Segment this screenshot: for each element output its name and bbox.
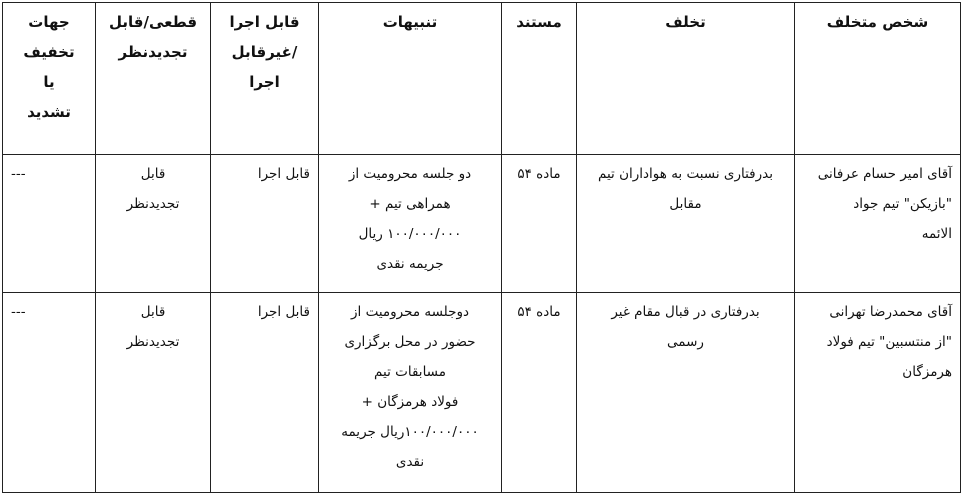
header-row — [3, 3, 961, 155]
header-enforceable: قابل اجرا /غیرقابل اجرا — [211, 3, 319, 155]
header-mitigation: جهات تخفیف یا تشدید — [3, 3, 96, 155]
violation-cell: بدرفتاری نسبت به هواداران تیم مقابل — [577, 155, 795, 293]
penalties-cell: دو جلسه محرومیت از همراهی تیم + ۱۰۰/۰۰۰/۰۰۰ ریال جریمه نقدی — [319, 155, 502, 293]
violation-cell: بدرفتاری در قبال مقام غیر رسمی — [577, 293, 795, 493]
basis-cell: ماده ۵۴ — [502, 293, 577, 493]
header-violation: تخلف — [577, 3, 795, 155]
final-reviewable-cell: قابل تجدیدنظر — [96, 155, 211, 293]
table-row — [3, 293, 961, 493]
offender-cell: آقای محمدرضا تهرانی "از منتسبین" تیم فولاد هرمزگان — [795, 293, 961, 493]
enforceable-cell: قابل اجرا — [211, 293, 319, 493]
header-final-reviewable: قطعی/قابل تجدیدنظر — [96, 3, 211, 155]
header-penalties: تنبیهات — [319, 3, 502, 155]
enforceable-cell: قابل اجرا — [211, 155, 319, 293]
offender-cell: آقای امیر حسام عرفانی "بازیکن" تیم جواد الائمه — [795, 155, 961, 293]
mitigation-cell: --- — [3, 293, 96, 493]
penalties-cell: دوجلسه محرومیت از حضور در محل برگزاری مسابقات تیم فولاد هرمزگان + ۱۰۰/۰۰۰/۰۰۰ریال جریمه نقدی — [319, 293, 502, 493]
disciplinary-table — [2, 2, 961, 493]
header-basis: مستند — [502, 3, 577, 155]
table-row — [3, 155, 961, 293]
header-offender: شخص متخلف — [795, 3, 961, 155]
final-reviewable-cell: قابل تجدیدنظر — [96, 293, 211, 493]
mitigation-cell: --- — [3, 155, 96, 293]
basis-cell: ماده ۵۴ — [502, 155, 577, 293]
